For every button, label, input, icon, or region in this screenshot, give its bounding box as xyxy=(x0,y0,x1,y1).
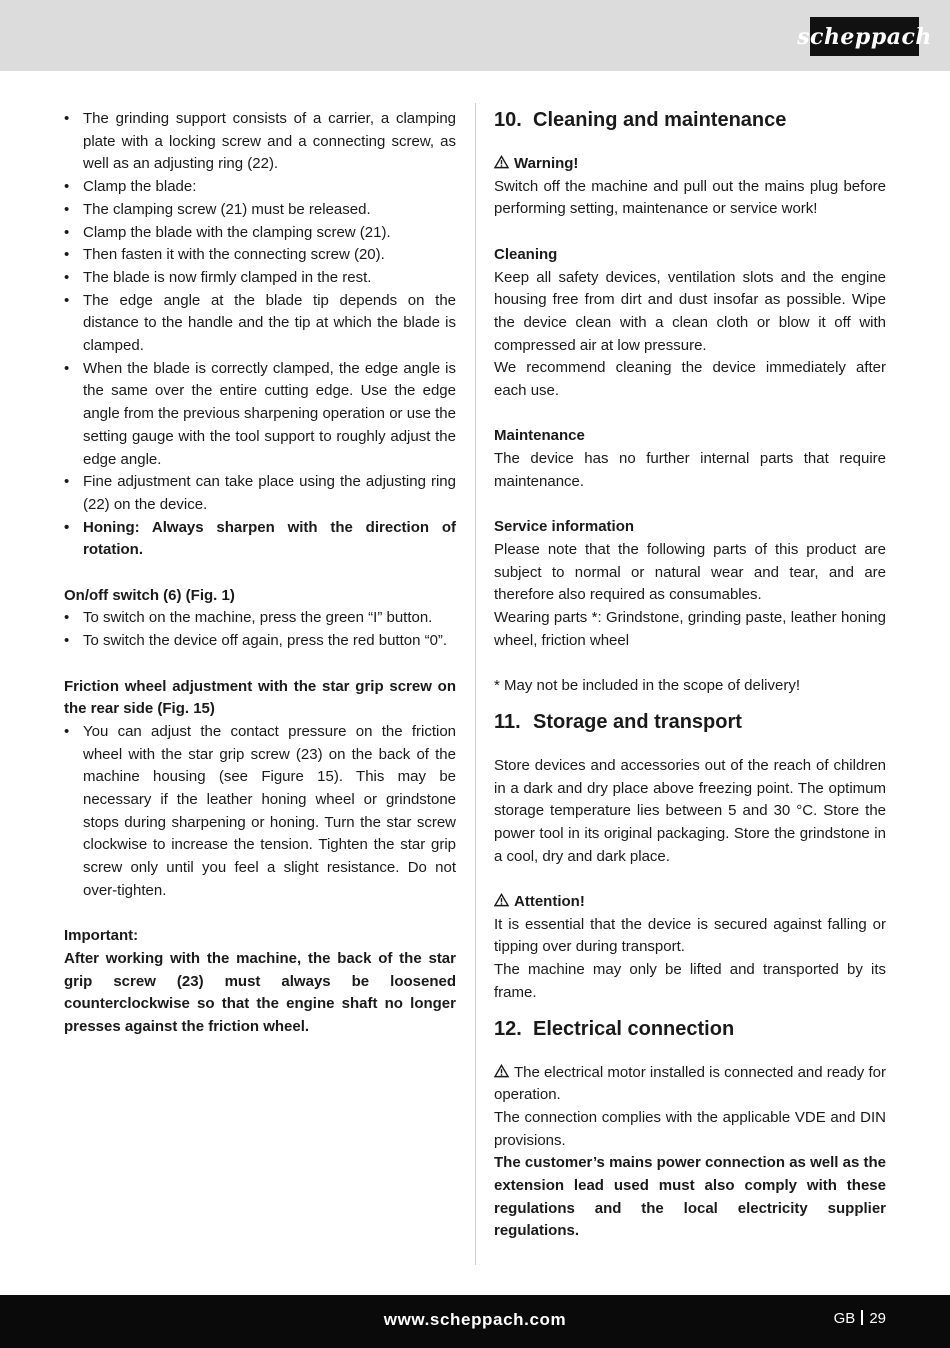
electrical-motor-label: The electrical motor installed is connected and ready for operation. xyxy=(494,1063,886,1104)
section-title: Cleaning and maintenance xyxy=(533,109,787,131)
list-item: • The grinding support consists of a carrier, a clamping plate with a locking screw and a connecting screw, as well as an adjusting ring (22). xyxy=(64,108,456,176)
important-text: After working with the machine, the back of the star grip screw (23) must always be loosened counterclockwise so that the engine shaft no longer presses against the friction wheel. xyxy=(64,949,456,1036)
list-item-honing: • Honing: Always sharpen with the direction of rotation. xyxy=(64,517,456,562)
list-item: • Clamp the blade with the clamping screw (21). xyxy=(64,222,456,245)
list-item: • Then fasten it with the connecting screw (20). xyxy=(64,244,456,267)
section-11-heading xyxy=(494,710,886,734)
section-12-heading xyxy=(494,1017,886,1041)
warning-label: Warning! xyxy=(514,155,579,172)
column-divider xyxy=(475,103,476,1265)
section-title: Storage and transport xyxy=(533,710,742,733)
list-item: • The blade is now firmly clamped in the rest. xyxy=(64,267,456,290)
cleaning-text: Keep all safety devices, ventilation slots and the engine housing free from dirt and dust insofar as possible. Wipe the device clean with a clean cloth or blow it off with compressed air at low pressure. xyxy=(494,268,886,354)
language-code: GB xyxy=(833,1310,856,1327)
onoff-heading: On/off switch (6) (Fig. 1) xyxy=(64,586,235,604)
service-heading: Service information xyxy=(494,518,635,536)
section-title: Electrical connection xyxy=(533,1017,735,1040)
warning-text: Switch off the machine and pull out the mains plug before performing setting, maintenance or service work! xyxy=(494,177,886,218)
left-column xyxy=(64,108,456,1039)
cleaning-heading: Cleaning xyxy=(494,245,558,263)
electrical-motor-text xyxy=(494,1062,886,1107)
header-bar xyxy=(0,0,950,71)
list-item: • Fine adjustment can take place using the adjusting ring (22) on the device. xyxy=(64,471,456,516)
cleaning-recommendation: We recommend cleaning the device immediately after each use. xyxy=(494,359,886,400)
grinding-support-list xyxy=(64,108,456,562)
list-item: • To switch the device off again, press the red button “0”. xyxy=(64,630,456,653)
footer-bar xyxy=(0,1295,950,1348)
website-link[interactable]: www.scheppach.com xyxy=(383,1310,567,1329)
section-number: 12. xyxy=(494,1017,522,1040)
right-column xyxy=(494,108,886,1243)
attention-label: Attention! xyxy=(514,893,585,911)
maintenance-heading: Maintenance xyxy=(494,427,585,445)
onoff-list xyxy=(64,607,456,652)
section-10-heading xyxy=(494,108,886,132)
list-item: • Clamp the blade: xyxy=(64,176,456,199)
attention-heading xyxy=(494,891,886,914)
list-item: • The clamping screw (21) must be released. xyxy=(64,199,456,222)
friction-heading: Friction wheel adjustment with the star grip screw on the rear side (Fig. 15) xyxy=(64,677,456,718)
important-heading: Important: xyxy=(64,927,139,945)
page-indicator xyxy=(834,1310,886,1327)
list-item: • To switch on the machine, press the green “I” button. xyxy=(64,607,456,630)
attention-frame-text: The machine may only be lifted and transported by its frame. xyxy=(494,961,886,1001)
wearing-parts-text: Wearing parts *: Grindstone, grinding paste, leather honing wheel, friction wheel xyxy=(494,609,886,649)
electrical-compliance-text: The connection complies with the applicable VDE and DIN provisions. xyxy=(494,1108,886,1149)
friction-list xyxy=(64,721,456,903)
page-number: 29 xyxy=(869,1310,886,1327)
list-item: • When the blade is correctly clamped, the edge angle is the same over the entire cutting edge. Use the edge angle from the previous sharpening operation or use the setting gauge with the tool support to roughly adjust the edge angle. xyxy=(64,358,456,472)
list-item: • The edge angle at the blade tip depends on the distance to the handle and the tip at which the blade is clamped. xyxy=(64,290,456,358)
storage-text: Store devices and accessories out of the reach of children in a dark and dry place above freezing point. The optimum storage temperature lies between 5 and 30 °C. Store the power tool in its original packaging. Store the grindstone in a cool, dry and dark place. xyxy=(494,756,886,865)
list-item: • You can adjust the contact pressure on the friction wheel with the star grip screw (23) on the back of the machine housing (see Figure 15). This may be necessary if the leather honing wheel or grindstone stops during sharpening or honing. Turn the star screw clockwise to increase the tension. Tighten the star grip screw only until you feel a slight resistance. Do not over-tighten. xyxy=(64,721,456,903)
attention-text: It is essential that the device is secured against falling or tipping over during transport. xyxy=(494,915,886,956)
section-number: 10. xyxy=(494,109,522,131)
footnote: * May not be included in the scope of delivery! xyxy=(494,677,801,695)
maintenance-text: The device has no further internal parts that require maintenance. xyxy=(494,450,886,490)
brand-logo: scheppach xyxy=(810,17,919,56)
warning-icon xyxy=(494,1064,509,1078)
section-number: 11. xyxy=(494,710,521,733)
service-text: Please note that the following parts of this product are subject to normal or natural wear and tear, and are therefore also required as consumables. xyxy=(494,540,886,604)
electrical-regulations-text: The customer’s mains power connection as well as the extension lead used must also comply with these regulations and the local electricity supplier regulations. xyxy=(494,1154,886,1240)
separator xyxy=(861,1310,863,1325)
warning-heading xyxy=(494,153,886,176)
warning-icon xyxy=(494,155,509,169)
warning-icon xyxy=(494,893,509,907)
